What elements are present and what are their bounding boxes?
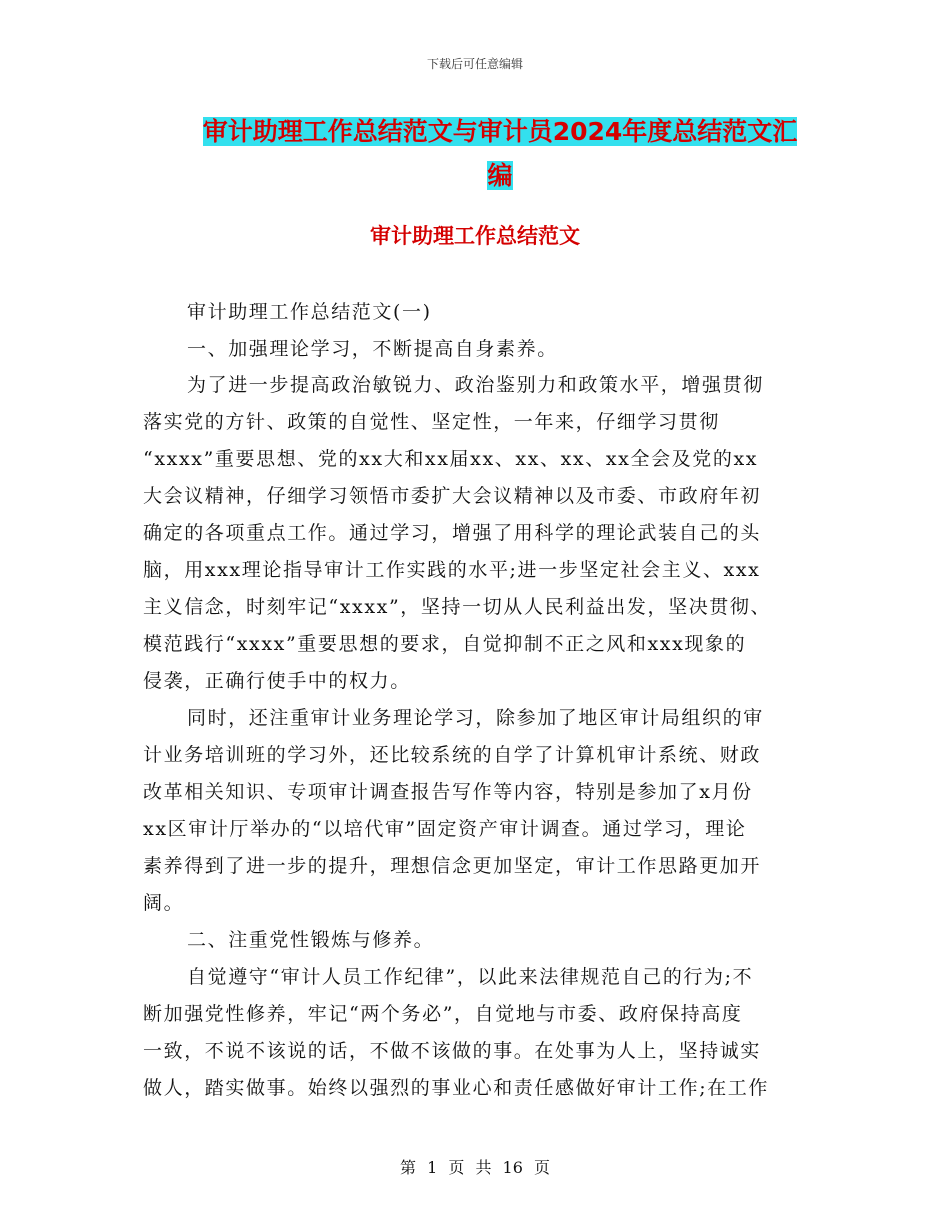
body-line: 主义信念，时刻牢记“xxxx”，坚持一切从人民利益出发，坚决贯彻、 (143, 596, 772, 618)
body-line: “xxxx”重要思想、党的xx大和xx届xx、xx、xx、xx全会及党的xx (143, 448, 759, 470)
body-line: 改革相关知识、专项审计调查报告写作等内容，特别是参加了x月份 (143, 781, 753, 803)
body-line: 确定的各项重点工作。通过学习，增强了用科学的理论武装自己的头 (143, 522, 762, 544)
page-footer: 第 1 页 共 16 页 (400, 1158, 550, 1177)
body-line: 模范践行“xxxx”重要思想的要求，自觉抑制不正之风和xxx现象的 (143, 633, 747, 655)
body-line: 审计助理工作总结范文(一) (187, 301, 432, 323)
body-line: 大会议精神，仔细学习领悟市委扩大会议精神以及市委、市政府年初 (143, 485, 762, 507)
document-title-text-1: 审计助理工作总结范文与审计员2024年度总结范文汇 (202, 117, 798, 146)
body-line: 阔。 (143, 892, 185, 914)
header-note: 下载后可任意编辑 (426, 57, 523, 71)
document-title-line-2 (140, 154, 860, 198)
body-line: 计业务培训班的学习外，还比较系统的自学了计算机审计系统、财政 (143, 744, 762, 766)
document-title-text-2: 编 (487, 161, 513, 190)
body-line: 二、注重党性锻炼与修养。 (187, 929, 435, 951)
body-line: 侵袭，正确行使手中的权力。 (143, 670, 411, 692)
body-line: 脑，用xxx理论指导审计工作实践的水平;进一步坚定社会主义、xxx (143, 559, 761, 581)
body-line: 断加强党性修养，牢记“两个务必”，自觉地与市委、政府保持高度 (143, 1003, 743, 1025)
body-line: 做人，踏实做事。始终以强烈的事业心和责任感做好审计工作;在工作 (143, 1077, 770, 1099)
body-line: 同时，还注重审计业务理论学习，除参加了地区审计局组织的审 (187, 707, 764, 729)
body-line: 为了进一步提高政治敏锐力、政治鉴别力和政策水平，增强贯彻 (187, 374, 764, 396)
body-line: 一致，不说不该说的话，不做不该做的事。在处事为人上，坚持诚实 (143, 1040, 762, 1062)
body-line: 落实党的方针、政策的自觉性、坚定性，一年来，仔细学习贯彻 (143, 411, 720, 433)
section-title: 审计助理工作总结范文 (370, 224, 580, 248)
document-title-line-1 (140, 110, 860, 154)
body-line: 一、加强理论学习，不断提高自身素养。 (187, 338, 558, 360)
body-line: xx区审计厅举办的“以培代审”固定资产审计调查。通过学习，理论 (143, 818, 747, 840)
body-line: 自觉遵守“审计人员工作纪律”，以此来法律规范自己的行为;不 (187, 966, 754, 988)
body-line: 素养得到了进一步的提升，理想信念更加坚定，审计工作思路更加开 (143, 855, 762, 877)
